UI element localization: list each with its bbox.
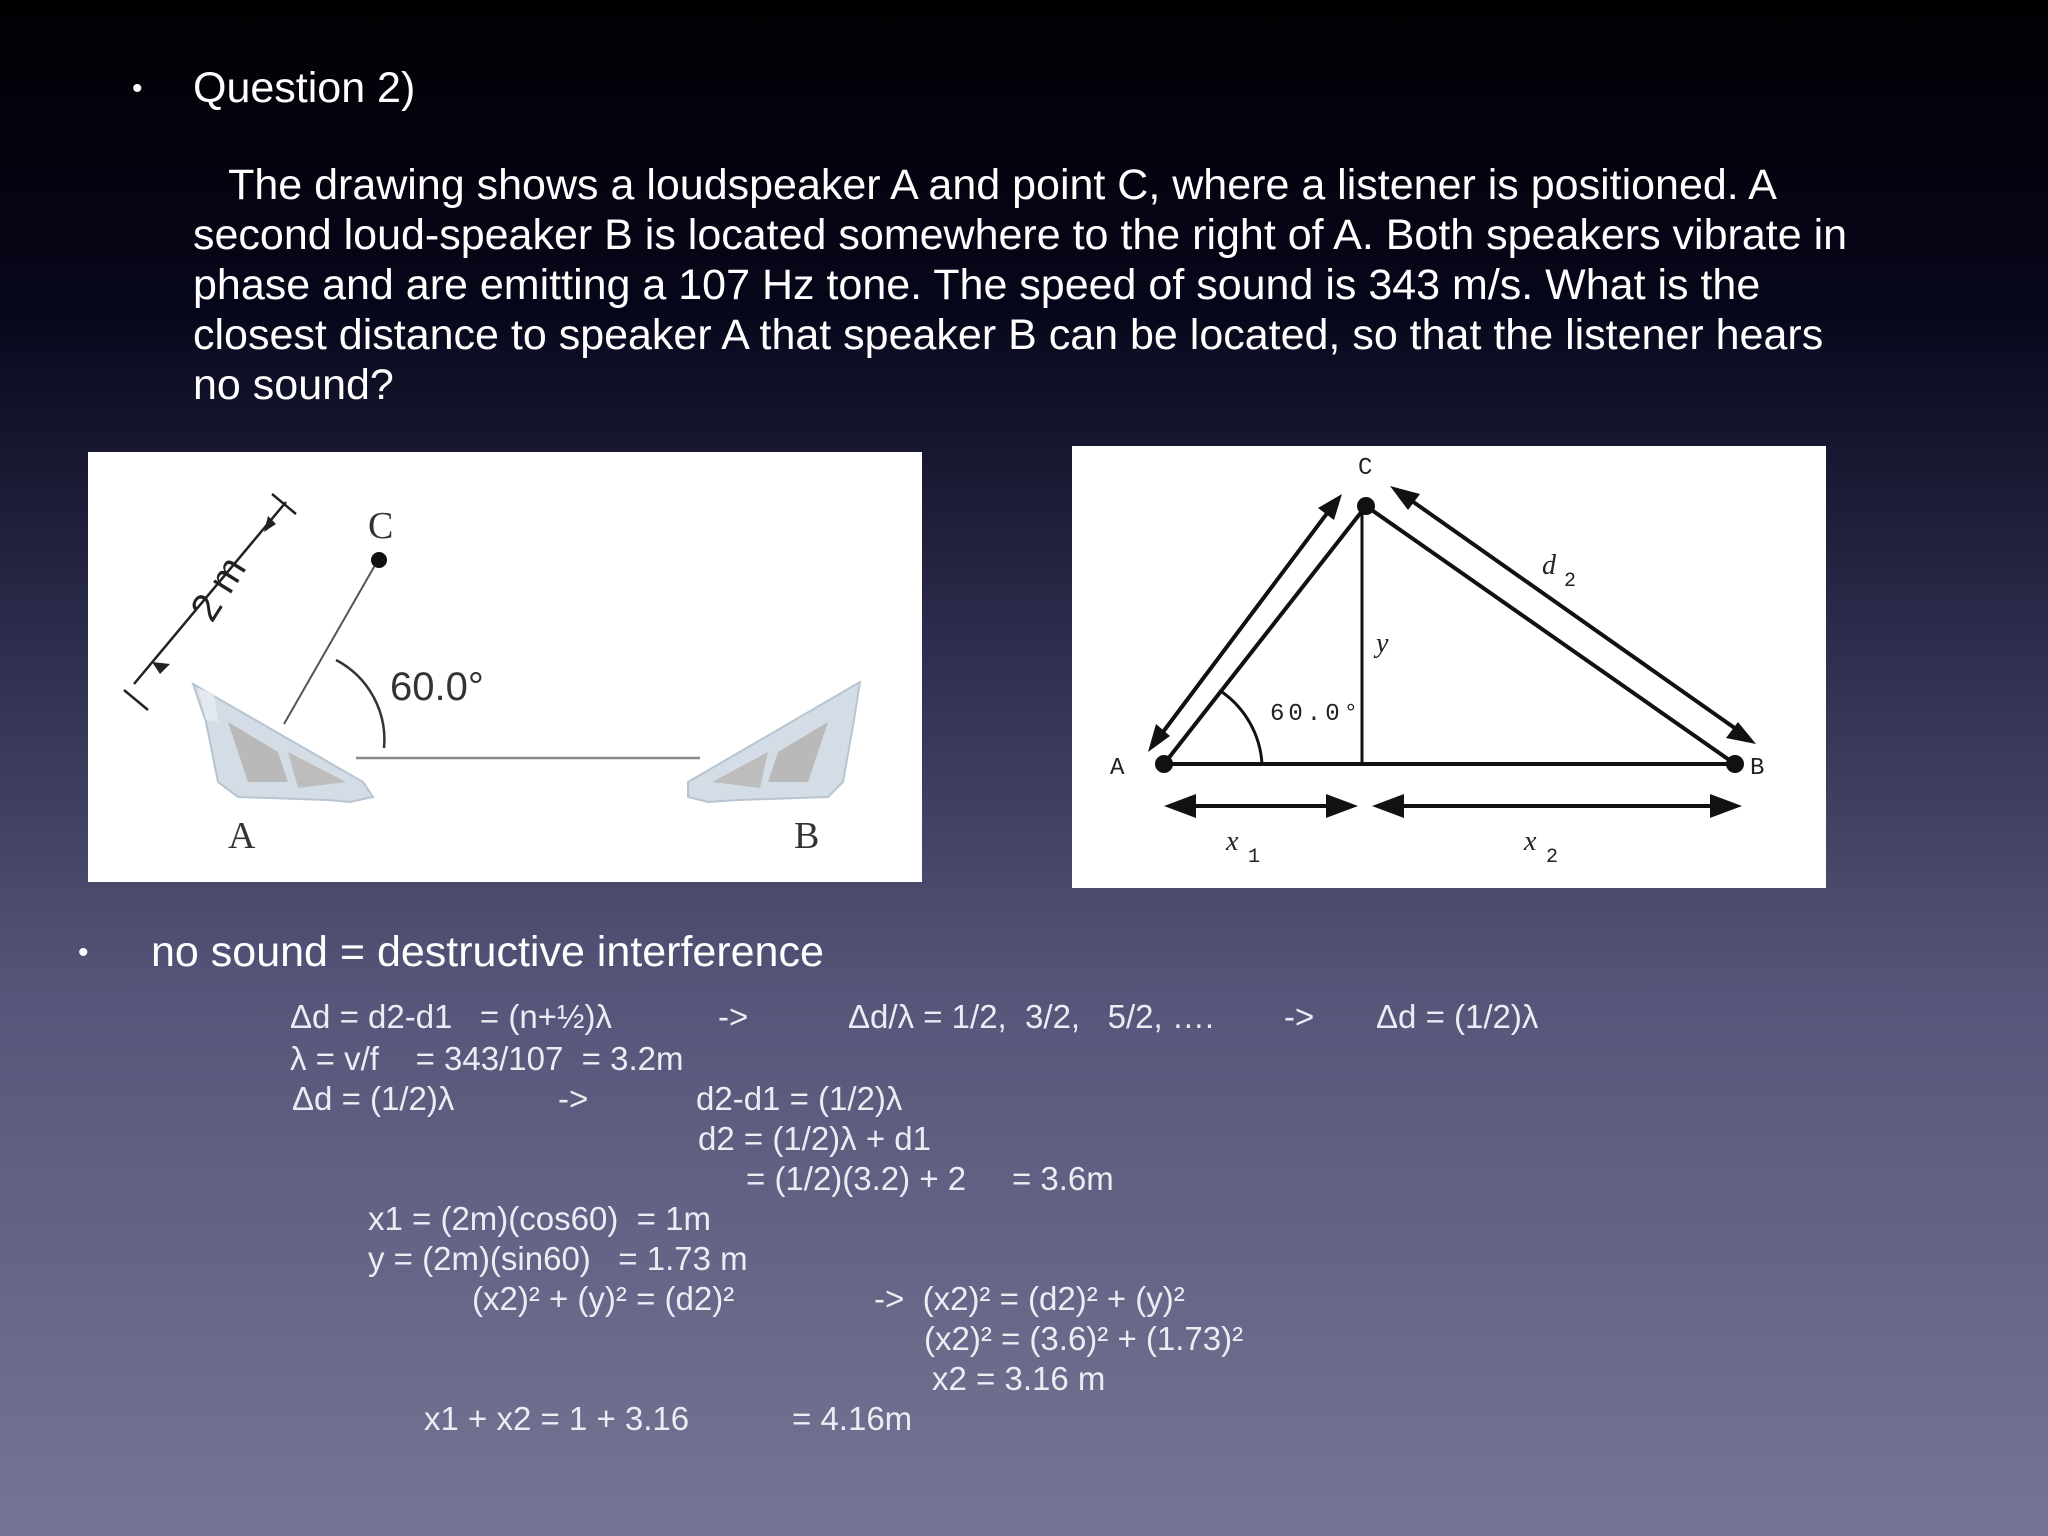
calc-row-1e: Δd = (1/2)λ bbox=[1376, 998, 1539, 1035]
label-x2: x bbox=[1524, 826, 1537, 857]
question-line-2: second loud-speaker B is located somewhere to the right of A. Both speakers vibrate in bbox=[193, 211, 1848, 259]
solution-heading: no sound = destructive interference bbox=[151, 928, 824, 976]
angle-arc bbox=[336, 660, 384, 748]
calc-row-7: y = (2m)(sin60) = 1.73 m bbox=[368, 1240, 748, 1277]
label-c: C bbox=[1358, 455, 1373, 482]
label-d2-subscript: 2 bbox=[1564, 570, 1577, 593]
calc-row-3c: d2-d1 = (1/2)λ bbox=[696, 1080, 903, 1117]
calc-row-6: x1 = (2m)(cos60) = 1m bbox=[368, 1200, 711, 1237]
calc-row-3a: Δd = (1/2)λ bbox=[292, 1080, 455, 1117]
calc-row-8a: (x2)² + (y)² = (d2)² bbox=[472, 1280, 735, 1317]
label-d2: d bbox=[1542, 550, 1556, 581]
label-x1-subscript: 1 bbox=[1248, 846, 1261, 869]
arrow-d2 bbox=[1402, 494, 1746, 736]
distance-label: 2 m bbox=[182, 548, 255, 629]
speaker-a-icon bbox=[193, 684, 373, 802]
vertex-c bbox=[1357, 497, 1375, 515]
calc-row-4: d2 = (1/2)λ + d1 bbox=[698, 1120, 931, 1157]
line-a-to-c bbox=[284, 560, 378, 724]
question-line-3: phase and are emitting a 107 Hz tone. The speed of sound is 343 m/s. What is the bbox=[193, 261, 1761, 309]
calc-row-1d: -> bbox=[1284, 998, 1315, 1035]
calc-row-8b: -> (x2)² = (d2)² + (y)² bbox=[874, 1280, 1185, 1317]
label-y: y bbox=[1376, 628, 1389, 659]
calc-row-11a: x1 + x2 = 1 + 3.16 bbox=[424, 1400, 690, 1437]
label-a: A bbox=[1110, 755, 1125, 782]
question-bullet: • bbox=[132, 72, 143, 105]
label-b: B bbox=[794, 815, 820, 857]
angle-label: 60.0° bbox=[1270, 701, 1363, 728]
question-line-5: no sound? bbox=[193, 361, 394, 409]
speakers-diagram bbox=[88, 452, 922, 882]
angle-label: 60.0° bbox=[390, 665, 484, 709]
calc-row-11b: = 4.16m bbox=[792, 1400, 913, 1437]
solution-bullet: • bbox=[78, 936, 89, 969]
calc-row-1c: Δd/λ = 1/2, 3/2, 5/2, …. bbox=[848, 998, 1214, 1035]
figure-speakers bbox=[88, 452, 922, 882]
label-c: C bbox=[368, 505, 394, 547]
calc-row-1b: -> bbox=[718, 998, 749, 1035]
label-x1: x bbox=[1226, 826, 1239, 857]
calc-row-1a: Δd = d2-d1 = (n+½)λ bbox=[290, 998, 612, 1035]
label-a: A bbox=[228, 815, 256, 857]
speaker-b-icon bbox=[688, 682, 860, 802]
question-text bbox=[193, 160, 1913, 410]
figure-triangle bbox=[1072, 446, 1826, 888]
vertex-a bbox=[1155, 755, 1173, 773]
side-cb bbox=[1366, 506, 1735, 764]
calc-row-10: x2 = 3.16 m bbox=[932, 1360, 1106, 1397]
triangle-diagram bbox=[1072, 446, 1826, 888]
vertex-b bbox=[1726, 755, 1744, 773]
label-x2-subscript: 2 bbox=[1546, 846, 1559, 869]
point-c-dot bbox=[371, 552, 387, 568]
question-title: Question 2) bbox=[193, 64, 416, 112]
angle-arc bbox=[1222, 692, 1262, 764]
calc-row-2: λ = v/f = 343/107 = 3.2m bbox=[290, 1040, 684, 1077]
calc-row-3b: -> bbox=[558, 1080, 589, 1117]
question-line-1: The drawing shows a loudspeaker A and point C, where a listener is positioned. A bbox=[193, 161, 1777, 209]
question-line-4: closest distance to speaker A that speaker B can be located, so that the listener hears bbox=[193, 311, 1824, 359]
calc-row-5: = (1/2)(3.2) + 2 = 3.6m bbox=[746, 1160, 1114, 1197]
calc-row-9: (x2)² = (3.6)² + (1.73)² bbox=[924, 1320, 1244, 1357]
label-b: B bbox=[1750, 755, 1765, 782]
